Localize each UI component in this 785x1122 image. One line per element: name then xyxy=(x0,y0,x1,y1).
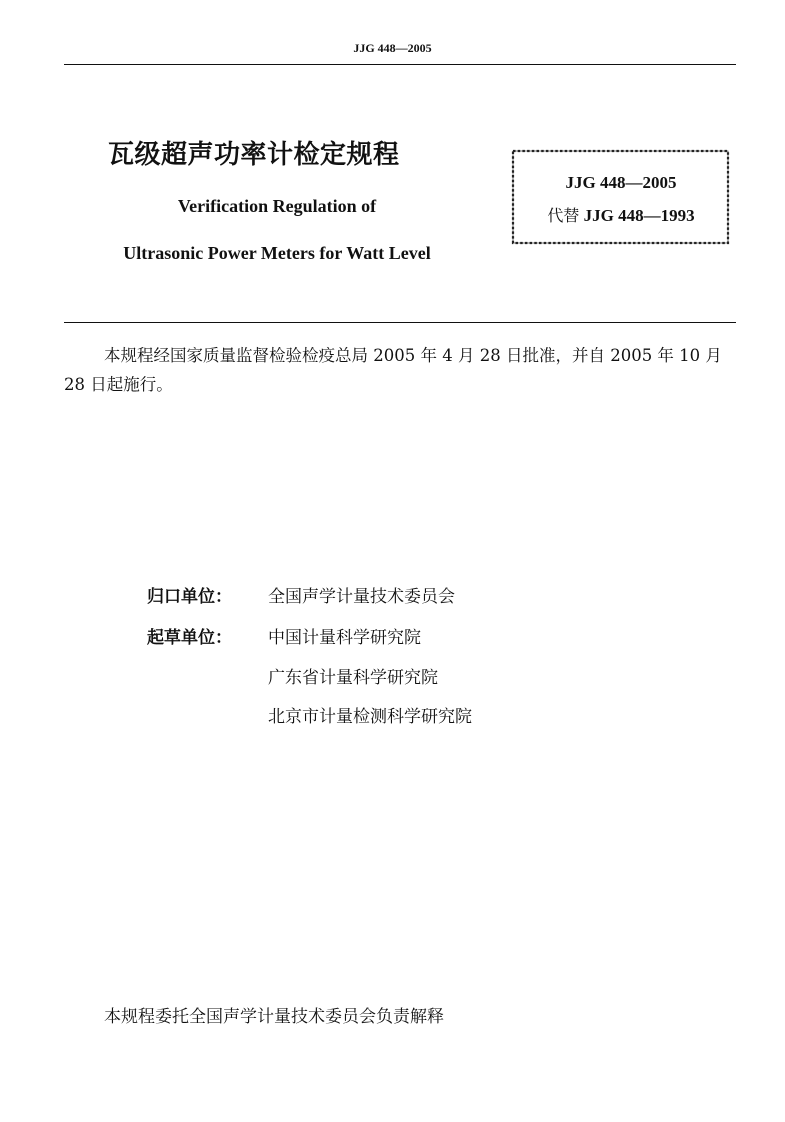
decorative-chain-border xyxy=(510,147,732,247)
current-code: JJG 448—2005 xyxy=(565,173,677,192)
replaced-code: JJG 448—1993 xyxy=(583,206,695,225)
drafting-unit-3: 北京市计量检测科学研究院 xyxy=(268,707,472,727)
header-divider xyxy=(64,64,736,65)
header-regulation-code: JJG 448—2005 xyxy=(353,41,432,55)
section-divider xyxy=(64,322,736,323)
title-english-line-2: Ultrasonic Power Meters for Watt Level xyxy=(123,243,431,263)
responsible-unit-value: 全国声学计量技术委员会 xyxy=(268,587,455,607)
drafting-unit-label: 起草单位： xyxy=(147,628,232,648)
replaces-line xyxy=(510,203,732,226)
title-chinese: 瓦级超声功率计检定规程 xyxy=(108,140,400,170)
approval-statement: 本规程经国家质量监督检验检疫总局 2005 年 4 月 28 日批准，并自 2005 年 10 月 28 日起施行。 xyxy=(64,346,722,394)
replaces-label: 代替 xyxy=(547,206,580,225)
interpretation-note: 本规程委托全国声学计量技术委员会负责解释 xyxy=(104,1007,444,1027)
title-english-line-1: Verification Regulation of xyxy=(177,196,377,216)
drafting-unit-2: 广东省计量科学研究院 xyxy=(268,668,438,688)
regulation-code-box xyxy=(510,147,732,247)
drafting-unit-1: 中国计量科学研究院 xyxy=(268,628,421,648)
responsible-unit-label: 归口单位： xyxy=(147,587,232,607)
